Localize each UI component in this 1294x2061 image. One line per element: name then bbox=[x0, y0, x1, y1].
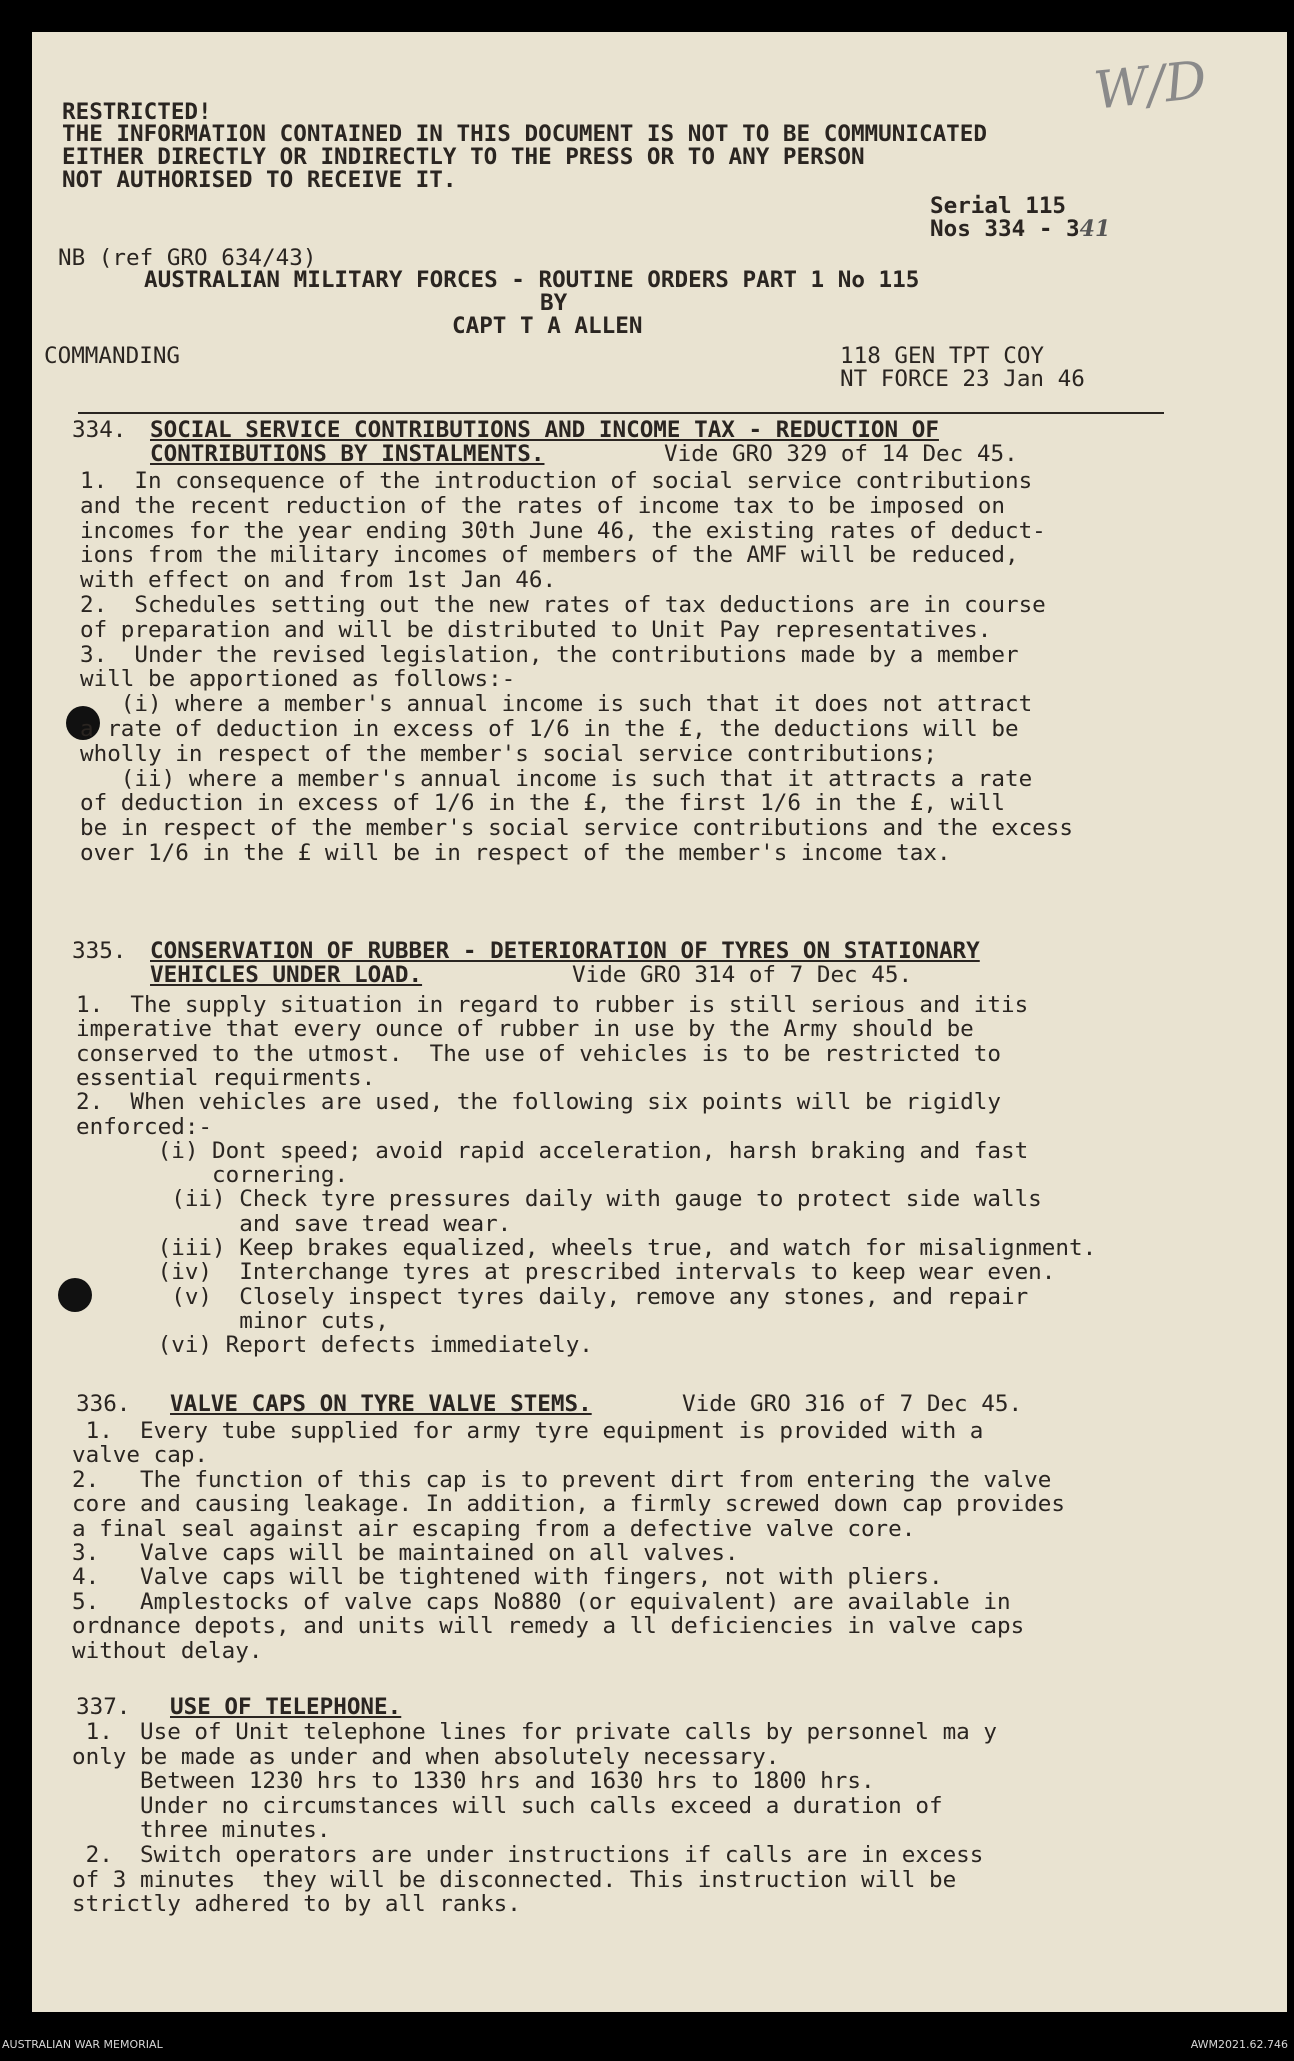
footer-credit: AUSTRALIAN WAR MEMORIAL bbox=[2, 2038, 163, 2051]
warning-line-2: EITHER DIRECTLY OR INDIRECTLY TO THE PRESS OR TO ANY PERSON bbox=[62, 144, 865, 170]
body-line: imperative that every ounce of rubber in use by the Army should be bbox=[76, 1016, 974, 1043]
section-334-number: 334. bbox=[72, 417, 127, 443]
body-line: cornering. bbox=[76, 1162, 349, 1189]
body-line: and save tread wear. bbox=[76, 1210, 512, 1237]
body-line: ordnance depots, and units will remedy a ll deficiencies in valve caps bbox=[72, 1613, 1025, 1640]
body-line: 1. The supply situation in regard to rubber is still serious and itis bbox=[76, 992, 1029, 1018]
body-line: valve cap. bbox=[72, 1442, 209, 1469]
body-line: 3. Under the revised legislation, the contributions made by a member bbox=[80, 641, 1019, 668]
body-line: core and causing leakage. In addition, a firmly screwed down cap provides bbox=[72, 1491, 1065, 1518]
handwritten-wd-mark: W/D bbox=[1091, 50, 1210, 122]
body-line: of 3 minutes they will be disconnected. This instruction will be bbox=[72, 1866, 957, 1893]
body-line: 1. Use of Unit telephone lines for private calls by personnel ma y bbox=[72, 1719, 997, 1745]
section-334-vide: Vide GRO 329 of 14 Dec 45. bbox=[664, 441, 1018, 467]
body-line: conserved to the utmost. The use of vehicles is to be restricted to bbox=[76, 1040, 1001, 1067]
section-335-vide: Vide GRO 314 of 7 Dec 45. bbox=[572, 962, 913, 988]
body-line: three minutes. bbox=[72, 1817, 331, 1844]
order-numbers bbox=[930, 217, 1110, 242]
body-line: 5. Amplestocks of valve caps No880 (or equivalent) are available in bbox=[72, 1588, 1011, 1615]
section-334-title-1: SOCIAL SERVICE CONTRIBUTIONS AND INCOME TAX - REDUCTION OF bbox=[150, 417, 939, 443]
body-line: 1. Every tube supplied for army tyre equipment is provided with a bbox=[72, 1418, 984, 1444]
section-336-vide: Vide GRO 316 of 7 Dec 45. bbox=[682, 1391, 1023, 1417]
body-line: 3. Valve caps will be maintained on all valves. bbox=[72, 1540, 739, 1566]
commanding-label: COMMANDING bbox=[44, 343, 181, 369]
body-line: over 1/6 in the £ will be in respect of the member's income tax. bbox=[80, 840, 951, 866]
body-line: 2. Schedules setting out the new rates of tax deductions are in course bbox=[80, 592, 1046, 618]
nb-reference: NB (ref GRO 634/43) bbox=[58, 245, 317, 271]
section-334-title-2: CONTRIBUTIONS BY INSTALMENTS. bbox=[150, 441, 545, 467]
orders-by: BY bbox=[540, 290, 568, 316]
body-line: minor cuts, bbox=[76, 1307, 389, 1334]
body-line: 2. Switch operators are under instructions if calls are in excess bbox=[72, 1842, 984, 1868]
header-divider bbox=[78, 412, 1164, 414]
body-line: essential requirments. bbox=[76, 1064, 376, 1091]
body-line: only be made as under and when absolutely necessary. bbox=[72, 1743, 780, 1770]
order-numbers-typed: Nos 334 - 3 bbox=[930, 216, 1080, 242]
body-line: will be apportioned as follows:- bbox=[80, 666, 516, 693]
serial-number: Serial 115 bbox=[930, 193, 1067, 219]
body-line: 4. Valve caps will be tightened with fingers, not with pliers. bbox=[72, 1564, 943, 1591]
section-337-title: USE OF TELEPHONE. bbox=[170, 1694, 402, 1720]
body-line: (iv) Interchange tyres at prescribed intervals to keep wear even. bbox=[76, 1259, 1056, 1286]
body-line: of deduction in excess of 1/6 in the £, the first 1/6 in the £, will bbox=[80, 790, 1005, 817]
body-line: Under no circumstances will such calls exceed a duration of bbox=[72, 1792, 943, 1819]
body-line: with effect on and from 1st Jan 46. bbox=[80, 567, 557, 594]
body-line: be in respect of the member's social service contributions and the excess bbox=[80, 815, 1073, 842]
body-line: (ii) where a member's annual income is such that it attracts a rate bbox=[80, 765, 1033, 792]
location-date: NT FORCE 23 Jan 46 bbox=[840, 366, 1085, 392]
section-337-number: 337. bbox=[76, 1694, 131, 1720]
body-line: 2. When vehicles are used, the following six points will be rigidly bbox=[76, 1089, 1001, 1116]
section-335-title-2: VEHICLES UNDER LOAD. bbox=[150, 962, 423, 988]
section-335-number: 335. bbox=[72, 938, 127, 964]
section-335-title-1: CONSERVATION OF RUBBER - DETERIORATION OF TYRES ON STATIONARY bbox=[150, 938, 980, 964]
body-line: (vi) Report defects immediately. bbox=[76, 1332, 593, 1359]
body-line: strictly adhered to by all ranks. bbox=[72, 1891, 521, 1918]
body-line: (ii) Check tyre pressures daily with gauge to protect side walls bbox=[76, 1186, 1042, 1213]
orders-title: AUSTRALIAN MILITARY FORCES - ROUTINE ORDERS PART 1 No 115 bbox=[144, 267, 920, 293]
body-line: (iii) Keep brakes equalized, wheels true, and watch for misalignment. bbox=[76, 1235, 1097, 1261]
document-page bbox=[32, 32, 1287, 2012]
warning-line-3: NOT AUTHORISED TO RECEIVE IT. bbox=[62, 167, 457, 193]
body-line: 2. The function of this cap is to prevent dirt from entering the valve bbox=[72, 1466, 1052, 1493]
body-line: enforced:- bbox=[76, 1113, 213, 1140]
footer-accession-number: AWM2021.62.746 bbox=[1190, 2038, 1288, 2051]
unit-name: 118 GEN TPT COY bbox=[840, 343, 1045, 369]
commanding-officer: CAPT T A ALLEN bbox=[452, 313, 643, 339]
body-line: Between 1230 hrs to 1330 hrs and 1630 hrs to 1800 hrs. bbox=[72, 1768, 875, 1795]
section-336-number: 336. bbox=[76, 1391, 131, 1417]
body-line: of preparation and will be distributed to Unit Pay representatives. bbox=[80, 616, 992, 643]
warning-line-1: THE INFORMATION CONTAINED IN THIS DOCUMENT IS NOT TO BE COMMUNICATED bbox=[62, 121, 987, 147]
body-line: (v) Closely inspect tyres daily, remove any stones, and repair bbox=[76, 1283, 1029, 1310]
order-numbers-handwritten: 41 bbox=[1079, 216, 1111, 242]
section-336-title: VALVE CAPS ON TYRE VALVE STEMS. bbox=[170, 1391, 592, 1417]
body-line: (i) Dont speed; avoid rapid acceleration, harsh braking and fast bbox=[76, 1137, 1029, 1164]
body-line: a rate of deduction in excess of 1/6 in the £, the deductions will be bbox=[80, 716, 1019, 742]
body-line: ions from the military incomes of members of the AMF will be reduced, bbox=[80, 542, 1019, 569]
body-line: a final seal against air escaping from a defective valve core. bbox=[72, 1515, 916, 1542]
body-line: without delay. bbox=[72, 1637, 263, 1664]
body-line: incomes for the year ending 30th June 46, the existing rates of deduct- bbox=[80, 517, 1046, 544]
restricted-label: RESTRICTED! bbox=[62, 99, 212, 125]
body-line: and the recent reduction of the rates of income tax to be imposed on bbox=[80, 492, 1005, 519]
body-line: wholly in respect of the member's social service contributions; bbox=[80, 740, 937, 767]
body-line: (i) where a member's annual income is such that it does not attract bbox=[80, 691, 1033, 718]
body-line: 1. In consequence of the introduction of social service contributions bbox=[80, 468, 1033, 494]
